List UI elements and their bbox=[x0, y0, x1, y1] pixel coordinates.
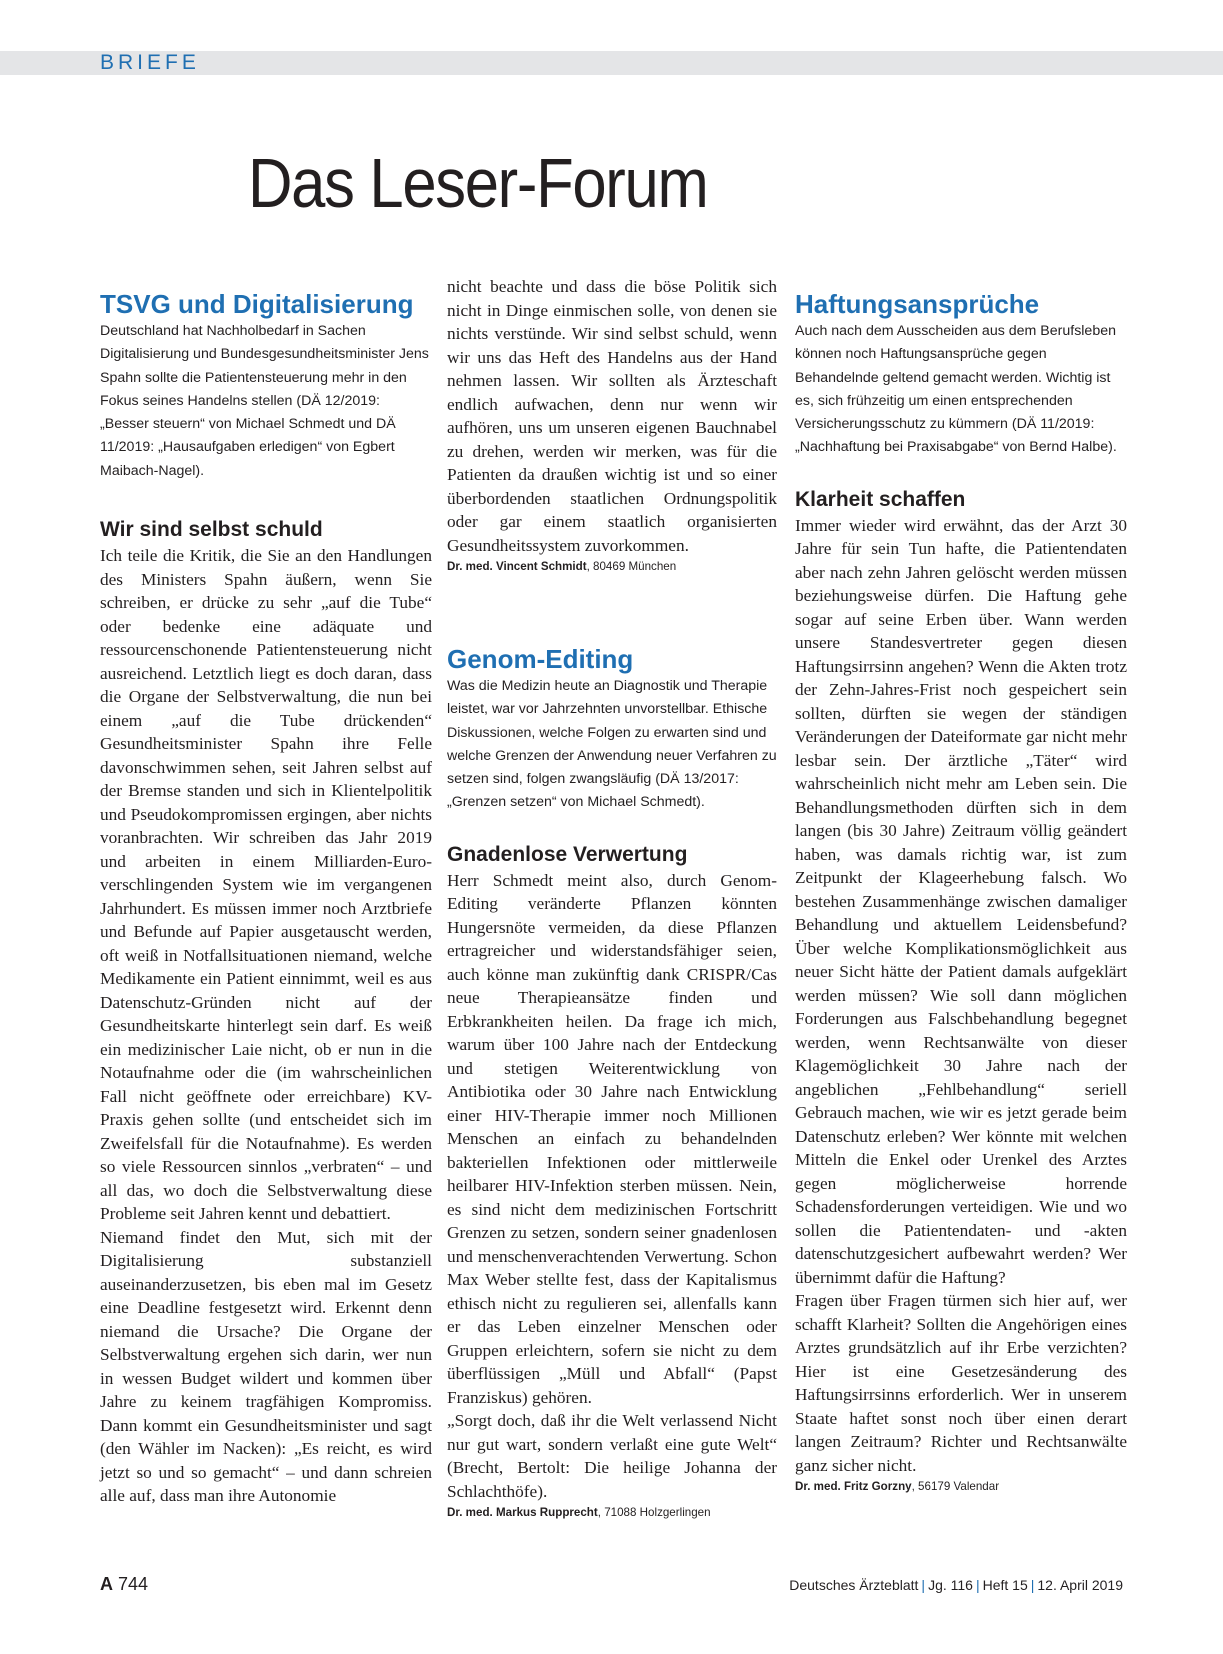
journal-name: Deutsches Ärzteblatt bbox=[789, 1577, 919, 1593]
section-label: BRIEFE bbox=[100, 51, 200, 74]
letter-heading-selbst-schuld: Wir sind selbst schuld bbox=[100, 518, 323, 542]
letter-heading-klarheit: Klarheit schaffen bbox=[795, 487, 966, 511]
letter-signature-schmidt bbox=[447, 557, 777, 577]
letter-heading-verwertung: Gnadenlose Verwertung bbox=[447, 842, 688, 866]
signature-place: , 71088 Holzgerlingen bbox=[597, 1506, 711, 1520]
letter-paragraph-1: Immer wieder wird erwähnt, das der Arzt 30 Jahre für sein Tun hafte, die Patientendaten aber nach zehn Jahren gelöscht werden müssen beziehungsweise dürfen. Die Haftung gehe sogar auf seine Erben über. Wann werden unsere Standesvertreter gegen diesen Haftungsirrsinn angehen? Wenn die Akten trotz der Zehn-Jahres-Frist noch gespeichert sein sollten, dürften sie wegen der ständigen Veränderungen der Dateiformate gar nicht mehr lesbar sein. Der ärztliche „Täter“ wird wahrscheinlich nicht mehr am Leben sein. Die Behandlungsmethoden dürften sich in dem langen (bis 30 Jahre) Zeitraum völlig geändert haben, was damals richtig war, ist zum Zeitpunkt der Klageerhebung falsch. Wo bestehen Zusammenhänge zwischen damaliger Behandlung und aktuellem Leidensbefund? Über welche Komplikationsmöglichkeit aus neuer Sicht hätte der Patient damals aufgeklärt werden müssen? Wie soll dann möglichen Forderungen aus Falschbehandlung begegnet werden, wenn Rechtsanwälte von dieser Klagemöglichkeit 30 Jahre nach der angeblichen „Fehlbehandlung“ seriell Gebrauch machen, wie wir es jetzt gerade beim Datenschutz erleben? Wer könnte mit welchen Mitteln die Enkel oder Urenkel des Arztes gegen möglicherweise horrende Schadensforderungen verteidigen. Wie und wo sollen die Patientendaten- und -akten datenschutzgesichert aufbewahrt werden? Wer übernimmt dafür die Haftung? bbox=[795, 515, 1127, 1287]
letter-signature-rupprecht bbox=[447, 1503, 777, 1523]
topic-heading-haftung: Haftungsansprüche bbox=[795, 289, 1040, 319]
page-prefix: A bbox=[100, 1574, 113, 1594]
topic-heading-genom: Genom-Editing bbox=[447, 644, 634, 674]
column-2 bbox=[447, 277, 777, 1523]
topic-intro-tsvg: Deutschland hat Nachholbedarf in Sachen Digitalisierung und Bundesgesundheitsminister Jens Spahn sollte die Patientensteuerung mehr in den Fokus seines Handelns stellen (DÄ 12/2019: „Besser steuern“ von Michael Schmedt und DÄ 11/2019: „Hausaufgaben erledigen“ von Egbert Maibach-Nagel). bbox=[100, 323, 429, 479]
column-3 bbox=[795, 288, 1127, 1497]
letter-paragraph-2: „Sorgt doch, daß ihr die Welt verlassend Nicht nur gut wart, sondern verlaßt eine gute Welt“ (Brecht, Bertolt: Die heilige Johanna der Schlachthöfe). bbox=[447, 1411, 777, 1501]
issue: Heft 15 bbox=[982, 1577, 1028, 1593]
topic-intro-haftung: Auch nach dem Ausscheiden aus dem Berufsleben können noch Haftungsansprüche gegen Behandelnde geltend gemacht werden. Wichtig ist es, sich frühzeitig um einen entsprechenden Versicherungsschutz zu kümmern (DÄ 11/2019: „Nachhaftung bei Praxisabgabe“ von Bernd Halbe). bbox=[795, 323, 1117, 456]
signature-name: Dr. med. Fritz Gorzny bbox=[795, 1480, 912, 1494]
letter-paragraph-continued: nicht beachte und dass die böse Politik sich nicht in Dinge einmischen solle, von denen sie nichts verstünde. Wir sind selbst schuld, wenn wir uns das Heft des Handelns aus der Hand nehmen lassen. Wir sollten als Ärzteschaft endlich aufwachen, denn nur wenn wir aufhören, uns um unseren eigenen Bauchnabel zu drehen, werden wir merken, was für die Patienten da draußen wichtig ist und so einer überbordenden staatlichen Ordnungspolitik oder gar einem staatlich organisierten Gesundheitssystem zuvorkommen. bbox=[447, 277, 777, 555]
signature-name: Dr. med. Vincent Schmidt bbox=[447, 560, 587, 573]
page-title: Das Leser-Forum bbox=[248, 144, 708, 222]
letter-paragraph-1: Herr Schmedt meint also, durch Genom-Editing veränderte Pflanzen könnten Hungersnöte vermeiden, da diese Pflanzen ertragreicher und widerstandsfähiger seien, auch könne man zukünftig dank CRISPR/Cas neue Therapieansätze finden und Erbkrankheiten heilen. Da frage ich mich, warum über 100 Jahre nach der Entdeckung und stetigen Weiterentwicklung von Antibiotika oder 30 Jahre nach Entwicklung einer HIV-Therapie immer noch Millionen Menschen an einfach zu behandelnden bakteriellen Infektionen oder mittlerweile heilbarer HIV-Infektion sterben müssen. Nein, es sind nicht dem medizinischen Fortschritt Grenzen zu setzen, sondern seiner gnadenlosen und menschenverachtenden Verwertung. Schon Max Weber stellte fest, dass der Kapitalismus ethisch nicht zu regulieren sei, allenfalls kann er das Leben einzelner Menschen oder Gruppen erleichtern, sofern sie nicht zu dem überflüssigen „Müll und Abfall“ (Papst Franziskus) gehören. bbox=[447, 870, 777, 1407]
signature-name: Dr. med. Markus Rupprecht bbox=[447, 1506, 598, 1520]
publication-info: Deutsches Ärzteblatt | Jg. 116 | Heft 15 | 12. April 2019 bbox=[789, 1577, 1123, 1593]
signature-place: , 80469 München bbox=[586, 560, 677, 573]
issue-date: 12. April 2019 bbox=[1037, 1577, 1123, 1593]
letter-paragraph-2: Fragen über Fragen türmen sich hier auf, wer schafft Klarheit? Sollten die Angehörigen eines Arztes grundsätzlich auf ihr Erbe verzichten? Hier ist eine Gesetzesänderung des Haftungsirrsinns erforderlich. Wer in unserem Staate haftet sonst noch über einen derart langen Zeitraum? Richter und Rechtsanwälte ganz sicher nicht. bbox=[795, 1291, 1127, 1475]
letter-paragraph-1: Ich teile die Kritik, die Sie an den Handlungen des Ministers Spahn äußern, wenn Sie schreiben, er drücke zu sehr „auf die Tube“ oder bedenke eine adäquate und ressourcenschonende Patientensteuerung nicht ausreichend. Letztlich liegt es doch daran, dass die Organe der Selbstverwaltung, die nun bei einem „auf die Tube drückenden“ Gesundheitsminister Spahn ihre Felle davonschwimmen sehen, seit Jahren selbst auf der Bremse standen und sich in Klientelpolitik und Pseudokompromissen ergingen, aber nichts voranbrachten. Wir schreiben das Jahr 2019 und arbeiten in einem Milliarden-Euro-verschlingenden System wie im vergangenen Jahrhundert. Es müssen immer noch Arztbriefe und Befunde auf Papier ausgetauscht werden, oft weiß in Notfallsituationen niemand, welche Medikamente ein Patient einnimmt, weil es aus Datenschutz-Gründen nicht auf der Gesundheitskarte hinterlegt sein darf. Es weiß ein medizinischer Laie nicht, ob er nun in die Notaufnahme oder die (im wahrscheinlichen Fall nicht geöffnete oder erreichbare) KV-Praxis gehen sollte (und entscheidet sich im Zweifelsfall für die Notaufnahme). Es werden so viele Ressourcen sinnlos „verbraten“ – und all das, wo doch die Selbstverwaltung diese Probleme seit Jahren kennt und debattiert. bbox=[100, 546, 432, 1224]
column-1 bbox=[100, 288, 432, 1508]
volume: Jg. 116 bbox=[928, 1577, 973, 1593]
topic-intro-genom: Was die Medizin heute an Diagnostik und Therapie leistet, war vor Jahrzehnten unvorstellbar. Ethische Diskussionen, welche Folgen zu erwarten sind und welche Grenzen der Anwendung neuer Verfahren zu setzen sind, folgen zwangsläufig (DÄ 13/2017: „Grenzen setzen“ von Michael Schmedt). bbox=[447, 678, 777, 811]
signature-place: , 56179 Valendar bbox=[911, 1480, 1000, 1494]
letter-signature-gorzny bbox=[795, 1477, 1127, 1497]
page-number bbox=[100, 1574, 148, 1595]
topic-heading-tsvg: TSVG und Digitalisierung bbox=[100, 289, 414, 319]
page-number-value: 744 bbox=[118, 1574, 149, 1594]
letter-paragraph-2: Niemand findet den Mut, sich mit der Digitalisierung substanziell auseinanderzusetzen, bis eben mal im Gesetz eine Deadline festgesetzt wird. Erkennt denn niemand die Ursache? Die Organe der Selbstverwaltung ergehen sich darin, wer nun in wessen Budget wildert und kommen über Jahre zu keinem tragfähigen Kompromiss. Dann kommt ein Gesundheitsminister und sagt (den Wähler im Nacken): „Es reicht, es wird jetzt so und so gemacht“ – und dann schreien alle auf, dass man ihre Autonomie bbox=[100, 1227, 432, 1506]
